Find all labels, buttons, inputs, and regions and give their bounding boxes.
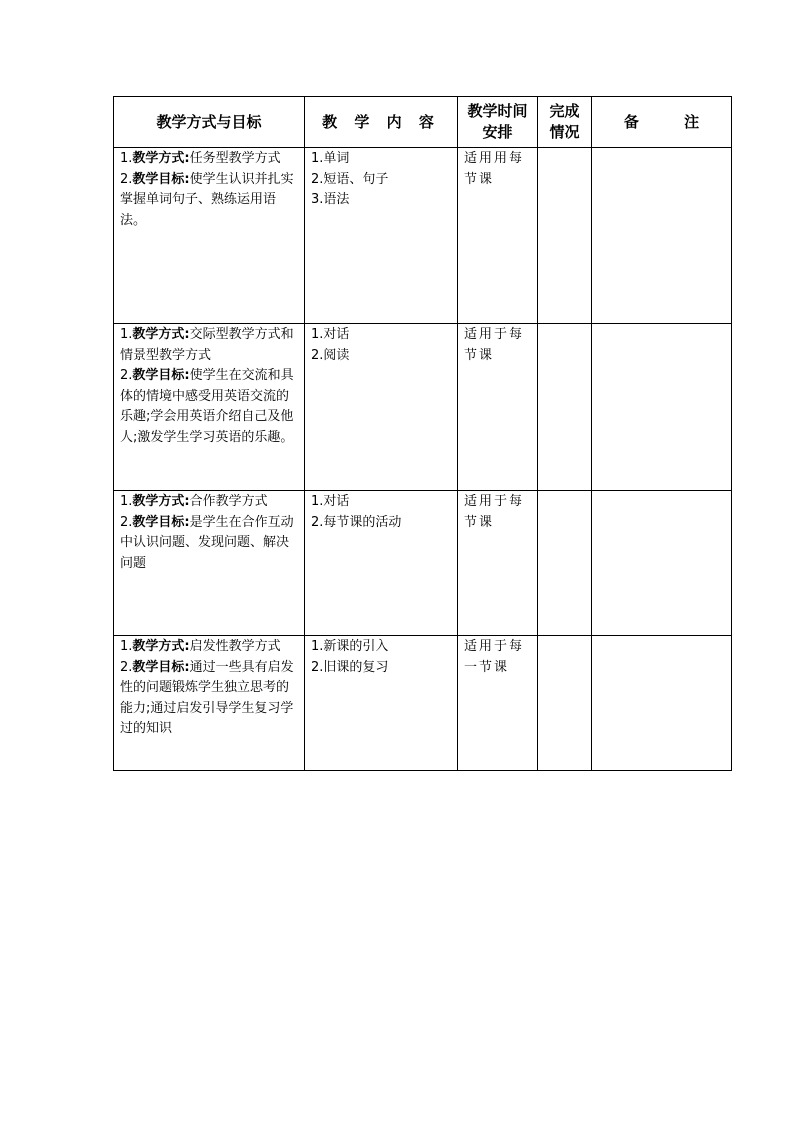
content-item: 1.对话 bbox=[311, 494, 350, 509]
content-item: 1.对话 bbox=[311, 327, 350, 342]
content-item: 2.旧课的复习 bbox=[311, 659, 389, 675]
content-cell bbox=[305, 148, 458, 324]
method-line: 1.教学方式:交际型教学方式和情景型教学方式 bbox=[120, 327, 294, 363]
content-item: 1.新课的引入 bbox=[311, 639, 389, 654]
method-line: 1.教学方式:合作教学方式 bbox=[120, 494, 268, 509]
method-line: 1.教学方式:任务型教学方式 bbox=[120, 151, 281, 166]
header-completion: 完成 情况 bbox=[538, 97, 592, 148]
completion-cell bbox=[538, 491, 592, 636]
header-row bbox=[114, 97, 732, 148]
time-cell: 适用于每节课 bbox=[458, 491, 538, 636]
content-item: 2.阅读 bbox=[311, 347, 350, 363]
header-method-goal: 教学方式与目标 bbox=[114, 97, 305, 148]
method-goal-cell bbox=[114, 636, 305, 771]
goal-line: 2.教学目标:通过一些具有启发性的问题锻炼学生独立思考的能力;通过启发引导学生复习学过的知识 bbox=[120, 659, 294, 736]
completion-cell bbox=[538, 148, 592, 324]
goal-line: 2.教学目标:是学生在合作互动中认识问题、发现问题、解决问题 bbox=[120, 514, 294, 571]
method-goal-cell bbox=[114, 491, 305, 636]
teaching-plan-table bbox=[113, 96, 732, 771]
time-cell: 适用用每节课 bbox=[458, 148, 538, 324]
content-cell bbox=[305, 636, 458, 771]
header-time: 教学时间 安排 bbox=[458, 97, 538, 148]
goal-line: 2.教学目标:使学生在交流和具体的情境中感受用英语交流的乐趣;学会用英语介绍自己及他人;激发学生学习英语的乐趣。 bbox=[120, 368, 294, 445]
content-cell bbox=[305, 491, 458, 636]
completion-cell bbox=[538, 636, 592, 771]
note-cell bbox=[592, 491, 732, 636]
method-goal-cell bbox=[114, 148, 305, 324]
note-cell bbox=[592, 636, 732, 771]
note-cell bbox=[592, 148, 732, 324]
content-item: 2.短语、句子 bbox=[311, 171, 389, 187]
time-cell: 适用于每节课 bbox=[458, 324, 538, 491]
content-item: 2.每节课的活动 bbox=[311, 514, 402, 530]
content-item: 3.语法 bbox=[311, 192, 350, 207]
header-content: 教 学 内 容 bbox=[305, 97, 458, 148]
note-cell bbox=[592, 324, 732, 491]
header-note: 备 注 bbox=[592, 97, 732, 148]
method-line: 1.教学方式:启发性教学方式 bbox=[120, 639, 281, 654]
table-row bbox=[114, 636, 732, 771]
content-item: 1.单词 bbox=[311, 151, 350, 166]
goal-line: 2.教学目标:使学生认识并扎实掌握单词句子、熟练运用语法。 bbox=[120, 171, 294, 228]
table-row bbox=[114, 324, 732, 491]
table-row bbox=[114, 148, 732, 324]
time-cell: 适用于每一节课 bbox=[458, 636, 538, 771]
completion-cell bbox=[538, 324, 592, 491]
method-goal-cell bbox=[114, 324, 305, 491]
content-cell bbox=[305, 324, 458, 491]
table-row bbox=[114, 491, 732, 636]
